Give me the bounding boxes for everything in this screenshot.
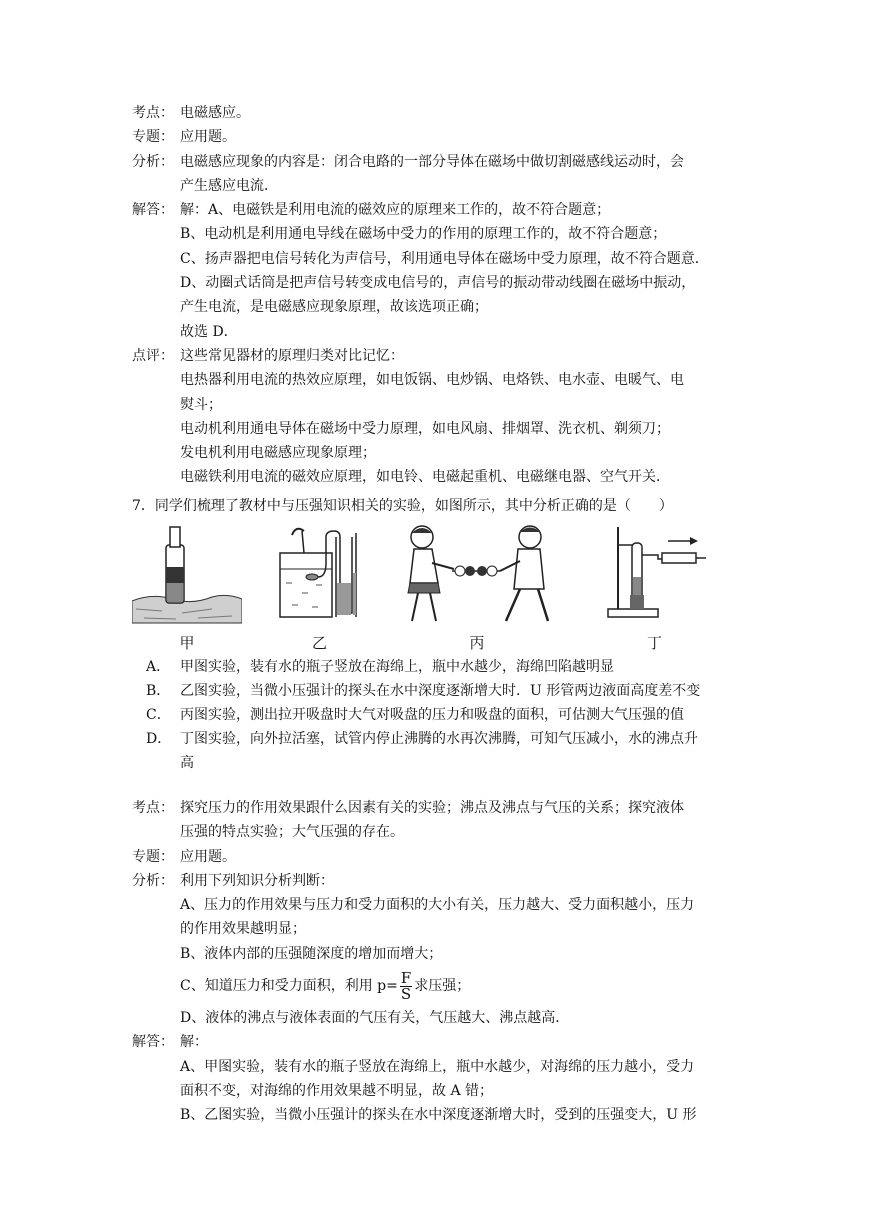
text-line: 电磁感应现象的内容是：闭合电路的一部分导体在磁场中做切割磁感线运动时，会	[180, 153, 684, 170]
text-line: A、甲图实验，装有水的瓶子竖放在海绵上，瓶中水越少，对海绵的压力越小，受力	[180, 1058, 695, 1075]
text-line: 面积不变，对海绵的作用效果越不明显，故 A 错；	[180, 1082, 494, 1099]
option-text: 甲图实验，装有水的瓶子竖放在海绵上，瓶中水越少，海绵凹陷越明显	[180, 659, 614, 675]
text-line: 产生电流，是电磁感应现象原理，故该选项正确；	[180, 299, 488, 316]
text-line: 电磁铁利用电流的磁效应原理，如电铃、电磁起重机、电磁继电器、空气开关．	[180, 469, 670, 486]
caption-jia: 甲	[179, 634, 195, 652]
fenxi-body	[180, 150, 752, 199]
fraction-f-over-s	[400, 968, 412, 1003]
text-line: B、液体内部的压强随深度的增加而增大；	[180, 945, 443, 962]
magdeburg-hemispheres-tug-illustration	[402, 523, 552, 631]
text-line: 利用下列知识分析判断：	[180, 872, 334, 889]
zhuanti-text: 应用题。	[180, 848, 236, 865]
option-b	[146, 679, 752, 703]
text-line: 电热器利用电流的热效应原理，如电饭锅、电炒锅、电烙铁、电水壶、电暖气、电	[180, 372, 684, 389]
text-line: D、动圈式话筒是把声信号转变成电信号的，声信号的振动带动线圈在磁场中振动，	[180, 275, 696, 292]
fraction-denominator: S	[400, 984, 412, 1003]
figure-bing	[402, 523, 552, 655]
text-line: 故选 D．	[180, 323, 238, 340]
label-zhuanti: 专题：	[132, 848, 174, 865]
syringe-boiling-illustration	[602, 523, 707, 631]
text-line: 这些常见器材的原理归类对比记忆：	[180, 347, 404, 364]
option-key: A．	[146, 659, 171, 675]
text-line: 解：	[180, 1034, 208, 1051]
kaodian-text: 电磁感应。	[180, 105, 250, 121]
label-fenxi: 分析：	[132, 153, 174, 170]
text-line: 发电机利用电磁感应现象原理；	[180, 445, 376, 462]
q7-figures	[132, 523, 707, 655]
text-line: D、液体的沸点与液体表面的气压有关，气压越大、沸点越高．	[180, 1010, 570, 1027]
text-line: 产生感应电流．	[180, 177, 278, 194]
formula-line	[180, 966, 752, 1006]
option-text: 丙图实验，测出拉开吸盘时大气对吸盘的压力和吸盘的面积，可估测大气压强的值	[180, 707, 684, 723]
text-line: B、乙图实验，当微小压强计的探头在水中深度逐渐增大时，受到的压强变大，U 形	[180, 1107, 697, 1124]
text-line: B、电动机是利用通电导线在磁场中受力的作用的原理工作的，故不符合题意；	[180, 226, 667, 243]
label-fenxi: 分析：	[132, 872, 174, 889]
fenxi-body	[180, 869, 752, 1030]
option-key: D．	[146, 731, 172, 747]
option-text: 乙图实验，当微小压强计的探头在水中深度逐渐增大时．U 形管两边液面高度差不变	[180, 683, 701, 699]
text-line: A、压力的作用效果与压力和受力面积的大小有关，压力越大、受力面积越小，压力	[180, 897, 695, 914]
option-key: B．	[146, 683, 171, 699]
jieda-body	[180, 1030, 752, 1127]
option-c	[146, 703, 752, 727]
zhuanti-text: 应用题。	[180, 129, 236, 146]
option-text: 高	[180, 755, 194, 771]
dianping-body	[180, 344, 752, 490]
text-line: 探究压力的作用效果跟什么因素有关的实验；沸点及沸点与气压的关系；探究液体	[180, 800, 684, 816]
pressure-gauge-illustration	[272, 523, 367, 631]
text-line: 的作用效果越明显；	[180, 921, 306, 938]
q7-solution	[132, 796, 752, 1128]
q7-stem: 7．同学们梳理了教材中与压强知识相关的实验，如图所示，其中分析正确的是（ ）	[132, 498, 673, 514]
bottle-on-sponge-illustration	[132, 523, 242, 631]
option-key: C．	[146, 707, 171, 723]
text-line: 电动机利用通电导体在磁场中受力原理，如电风扇、排烟罩、洗衣机、剃须刀；	[180, 420, 670, 437]
text-line: 压强的特点实验；大气压强的存在。	[180, 824, 404, 841]
formula-pre: C、知道压力和受力面积，利用 p=	[180, 978, 398, 995]
figure-yi	[272, 523, 367, 655]
figure-jia	[132, 523, 242, 655]
q7-options	[146, 655, 752, 775]
q6-solution	[132, 101, 752, 490]
label-jieda: 解答：	[132, 202, 174, 219]
label-zhuanti: 专题：	[132, 129, 174, 146]
caption-ding: 丁	[646, 634, 662, 652]
option-d	[146, 727, 752, 775]
kaodian-body	[180, 796, 752, 845]
option-text: 丁图实验，向外拉活塞，试管内停止沸腾的水再次沸腾，可知气压减小，水的沸点升	[180, 731, 698, 747]
label-dianping: 点评：	[132, 347, 174, 364]
text-line: C、扬声器把电信号转化为声信号，利用通电导体在磁场中受力原理，故不符合题意．	[180, 250, 709, 267]
caption-yi: 乙	[311, 634, 327, 652]
text-line: 解：A、电磁铁是利用电流的磁效应的原理来工作的，故不符合题意；	[180, 202, 611, 219]
figure-ding	[602, 523, 707, 655]
jieda-body	[180, 198, 752, 344]
formula-post: 求压强；	[414, 978, 471, 995]
option-a	[146, 655, 752, 679]
text-line: 熨斗；	[180, 396, 222, 413]
caption-bing: 丙	[469, 634, 485, 652]
label-kaodian: 考点：	[132, 800, 174, 816]
label-jieda: 解答：	[132, 1034, 174, 1051]
fraction-numerator: F	[400, 968, 412, 987]
label-kaodian: 考点：	[132, 105, 174, 121]
